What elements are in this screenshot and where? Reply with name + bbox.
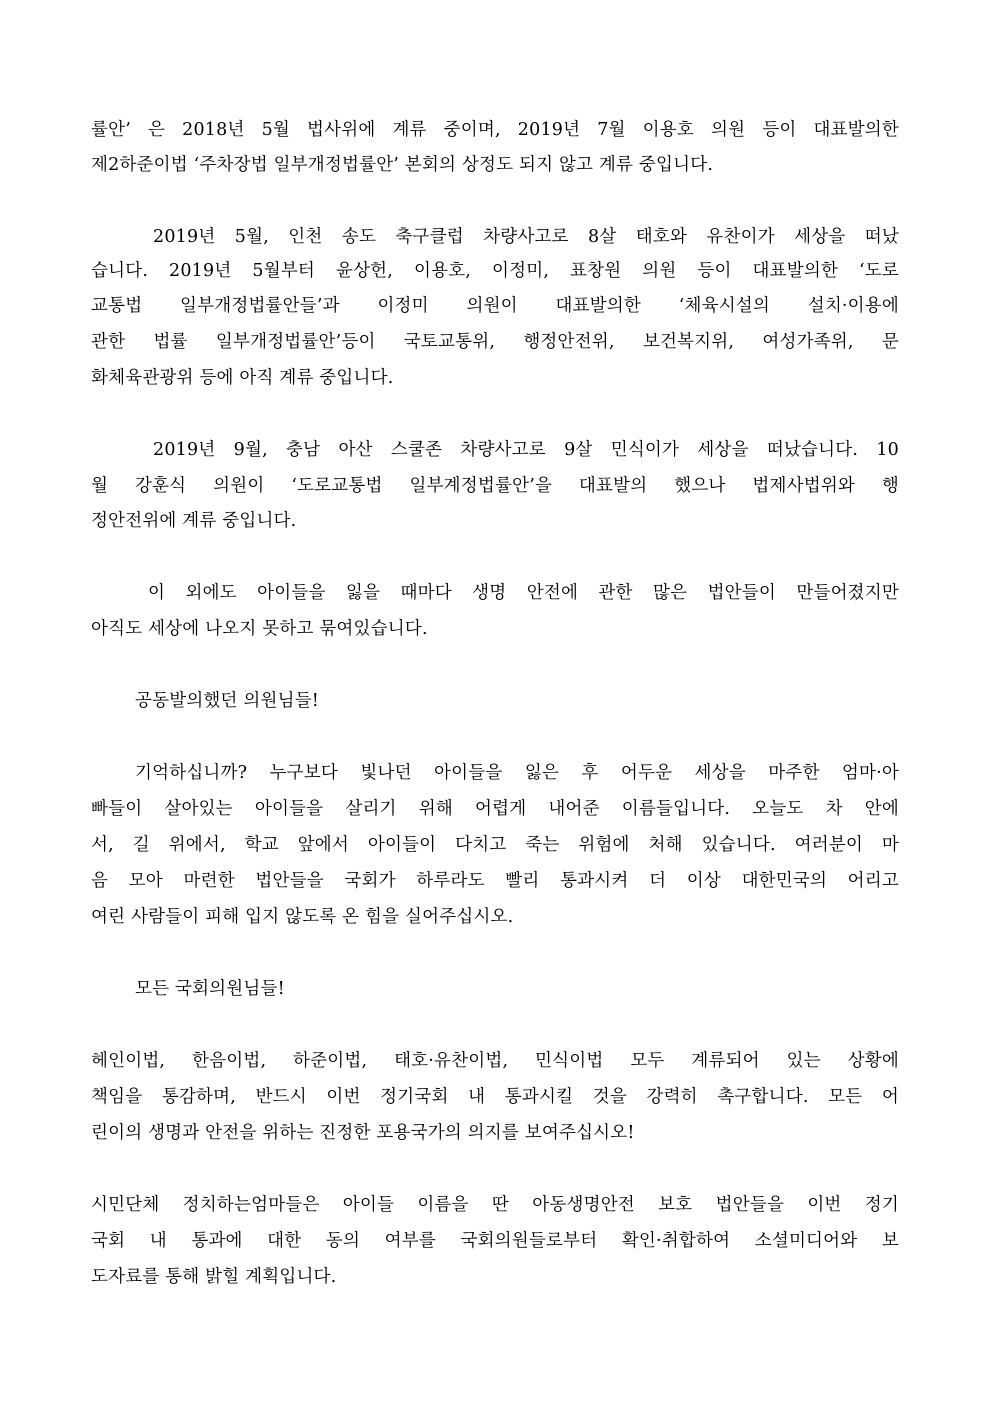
paragraph-4-line-2: 아직도 세상에 나오지 못하고 묶여있습니다. <box>91 619 428 639</box>
paragraph-9-line-1: 시민단체 정치하는엄마들은 아이들 이름을 딴 아동생명안전 보호 법안들을 이번 정기 <box>91 1195 899 1215</box>
paragraph-2-line-2: 습니다. 2019년 5월부터 윤상헌, 이용호, 이정미, 표창원 의원 등이 대표발의한 ‘도로 <box>91 261 899 281</box>
paragraph-7-line-1: 모든 국회의원님들! <box>135 979 285 999</box>
paragraph-8-line-3: 린이의 생명과 안전을 위하는 진정한 포용국가의 의지를 보여주십시오! <box>91 1123 635 1143</box>
paragraph-6-line-4: 음 모아 마련한 법안들을 국회가 하루라도 빨리 통과시켜 더 이상 대한민국의 어리고 <box>91 871 899 891</box>
paragraph-3-line-3: 정안전위에 계류 중입니다. <box>91 511 297 531</box>
paragraph-3-line-2: 월 강훈식 의원이 ‘도로교통법 일부계정법률안’을 대표발의 했으나 법제사법위와 행 <box>91 476 899 496</box>
paragraph-6-line-5: 여린 사람들이 피해 입지 않도록 온 힘을 실어주십시오. <box>91 907 514 927</box>
paragraph-3-line-1: 2019년 9월, 충남 아산 스쿨존 차량사고로 9살 민식이가 세상을 떠났습니다. 10 <box>153 440 899 460</box>
paragraph-9-line-3: 도자료를 통해 밝힐 계획입니다. <box>91 1267 337 1287</box>
paragraph-9-line-2: 국회 내 통과에 대한 동의 여부를 국회의원들로부터 확인·취합하여 소셜미디어와 보 <box>91 1231 899 1251</box>
paragraph-2-line-4: 관한 법률 일부개정법률안’등이 국토교통위, 행정안전위, 보건복지위, 여성가족위, 문 <box>91 332 899 352</box>
paragraph-1-line-2: 제2하준이법 ‘주차장법 일부개정법률안’ 본회의 상정도 되지 않고 계류 중입니다. <box>91 155 714 175</box>
paragraph-8-line-1: 헤인이법, 한음이법, 하준이법, 태호·유찬이법, 민식이법 모두 계류되어 있는 상황에 <box>91 1051 899 1071</box>
paragraph-2-line-3: 교통법 일부개정법률안들’과 이정미 의원이 대표발의한 ‘체육시설의 설치·이용에 <box>91 296 899 316</box>
paragraph-2-line-5: 화체육관광위 등에 아직 계류 중입니다. <box>91 368 394 388</box>
paragraph-2-line-1: 2019년 5월, 인천 송도 축구클럽 차량사고로 8살 태호와 유찬이가 세상을 떠났 <box>153 227 899 247</box>
paragraph-8-line-2: 책임을 통감하며, 반드시 이번 정기국회 내 통과시킬 것을 강력히 촉구합니다. 모든 어 <box>91 1087 899 1107</box>
paragraph-1-line-1: 률안’ 은 2018년 5월 법사위에 계류 중이며, 2019년 7월 이용호 의원 등이 대표발의한 <box>91 120 899 140</box>
paragraph-4-line-1: 이 외에도 아이들을 잃을 때마다 생명 안전에 관한 많은 법안들이 만들어졌지만 <box>148 583 899 603</box>
paragraph-6-line-2: 빠들이 살아있는 아이들을 살리기 위해 어렵게 내어준 이름들입니다. 오늘도 차 안에 <box>91 799 899 819</box>
paragraph-6-line-1: 기억하십니까? 누구보다 빛나던 아이들을 잃은 후 어두운 세상을 마주한 엄마·아 <box>135 763 899 783</box>
paragraph-5-line-1: 공동발의했던 의원님들! <box>135 691 320 711</box>
paragraph-6-line-3: 서, 길 위에서, 학교 앞에서 아이들이 다치고 죽는 위험에 처해 있습니다. 여러분이 마 <box>91 835 899 855</box>
